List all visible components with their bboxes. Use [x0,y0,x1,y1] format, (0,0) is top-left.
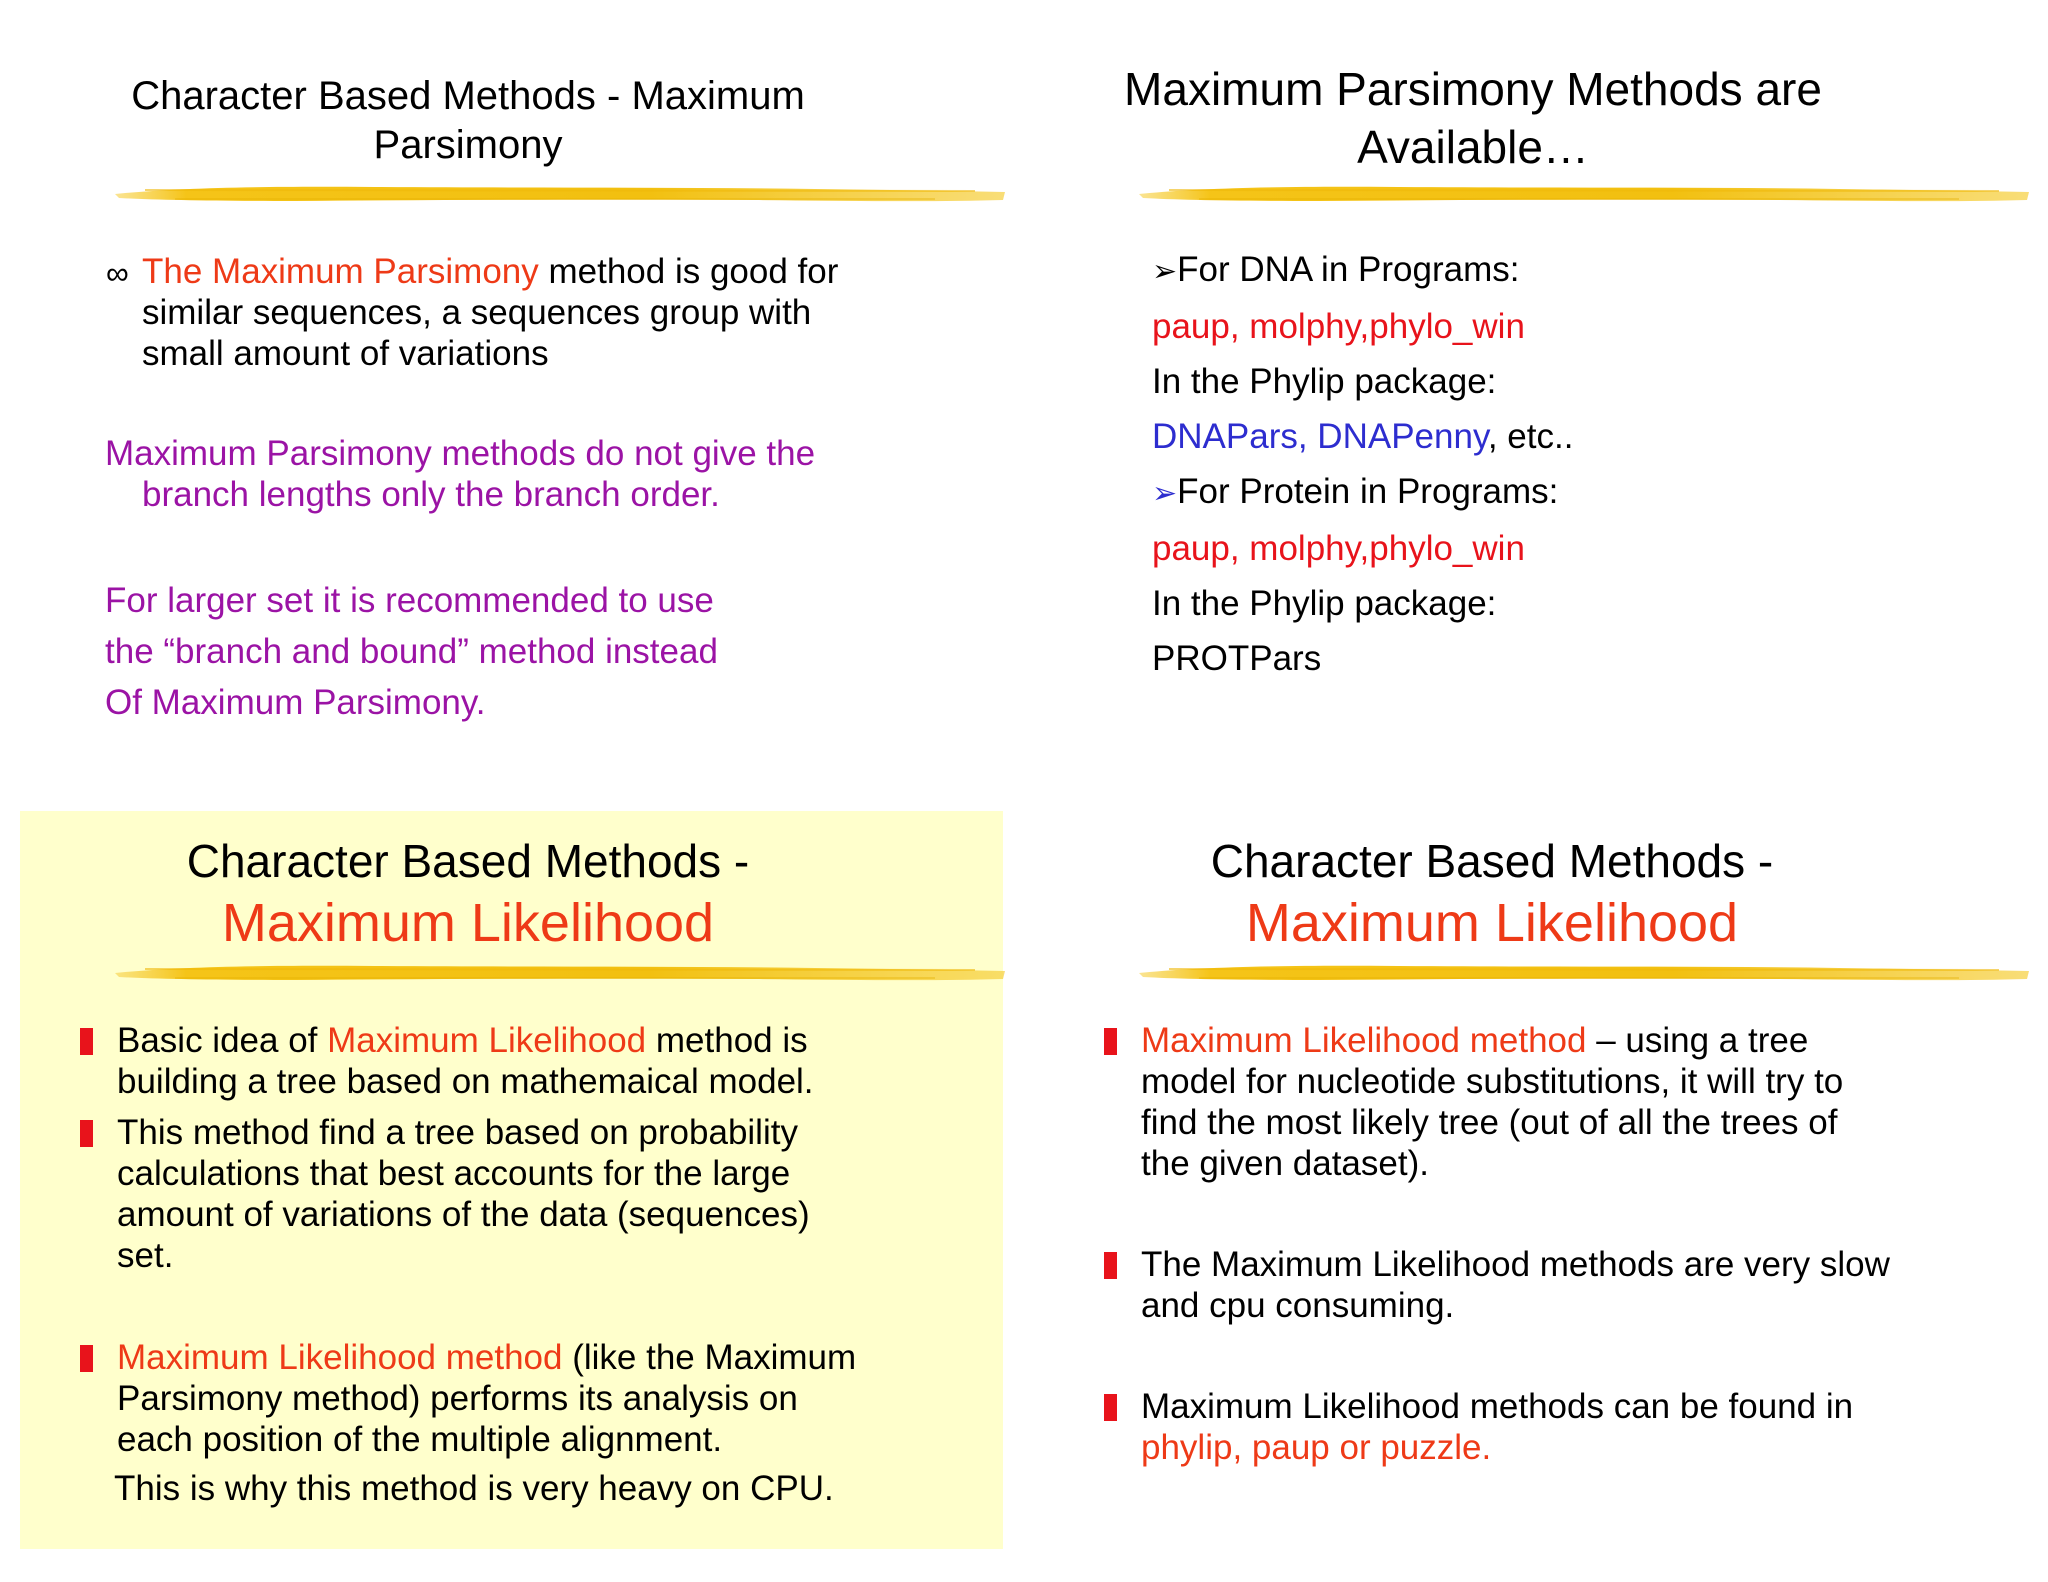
p1-line-1 [105,251,838,292]
bullet-probability [117,1112,810,1276]
paragraph-no-branch-lengths [105,433,815,515]
bullet-marker [80,1028,93,1055]
b2-line-1: This method find a tree based on probability [117,1113,798,1152]
paragraph-branch-and-bound [105,575,718,728]
b1-line-3: find the most likely tree (out of all the trees of [1141,1103,1838,1142]
bullet-marker [80,1120,93,1147]
title-line-2: Parsimony [373,122,563,167]
b3-line-2: Parsimony method) performs its analysis on [117,1379,798,1418]
title-line-1: Maximum Parsimony Methods are [1124,63,1822,115]
title-line-2: Available… [1357,121,1589,173]
b1-pre: Basic idea of [117,1021,328,1060]
slide-parsimony-programs [1024,0,2048,791]
programs-list [1152,242,1573,686]
b2-line-2: calculations that best accounts for the large [117,1154,791,1193]
dna-heading: For DNA in Programs: [1177,250,1520,289]
p1-text: method is good for [538,252,839,291]
title-line-1: Character Based Methods - Maximum [131,74,805,118]
title-line-2: Maximum Likelihood [1245,893,1739,953]
b2-line-1: The Maximum Likelihood methods are very slow [1141,1245,1890,1284]
p3-line-3: Of Maximum Parsimony. [105,683,486,722]
title-underline-brush [115,178,1005,208]
slide-title [1109,831,1875,955]
arrow-bullet-icon: ➢ [1152,255,1178,288]
bullet-marker [1104,1394,1117,1421]
arrow-bullet-icon: ➢ [1152,477,1178,510]
title-underline-brush [1139,957,2029,987]
b3-line-2: phylip, paup or puzzle. [1141,1428,1492,1467]
b2-line-3: amount of variations of the data (sequences) [117,1195,810,1234]
title-underline-brush [115,957,1005,987]
b3-line-4: This is why this method is very heavy on CPU. [114,1469,834,1508]
infinity-bullet: ∞ [106,255,129,291]
dna-phylip-etc: , etc.. [1487,417,1574,456]
title-line-2: Maximum Likelihood [221,893,715,953]
slide-maximum-likelihood-1 [0,791,1024,1582]
b2-line-2: and cpu consuming. [1141,1286,1455,1325]
p1-highlight: The Maximum Parsimony [142,252,539,291]
b3-post: (like the Maximum [562,1338,857,1377]
bullet-likelihood-method [1141,1020,1843,1184]
protein-heading: For Protein in Programs: [1177,472,1559,511]
bullet-found-in [1141,1386,1853,1468]
slide-title [1090,60,1856,176]
b1-highlight: Maximum Likelihood method [1141,1021,1587,1060]
p2-line-1: Maximum Parsimony methods do not give the [105,434,816,473]
bullet-marker [1104,1028,1117,1055]
b3-line-1 [117,1337,856,1378]
b1-line-1 [117,1020,814,1061]
b3-line-3: each position of the multiple alignment. [117,1420,723,1459]
b3-highlight: Maximum Likelihood method [117,1338,563,1377]
b1-highlight: Maximum Likelihood [327,1021,647,1060]
slide-title [85,72,851,170]
bullet-basic-idea [117,1020,814,1102]
b2-line-4: set. [117,1236,174,1275]
bullet-marker [80,1345,93,1372]
title-line-1: Character Based Methods - [186,835,750,887]
p3-line-1: For larger set it is recommended to use [105,581,714,620]
protein-phylip-label: In the Phylip package: [1152,584,1497,623]
bullet-slow-methods [1141,1244,1890,1326]
slide-maximum-parsimony [0,0,1024,791]
slide-title [85,831,851,955]
slide-maximum-likelihood-2 [1024,791,2048,1582]
b3-line-1: Maximum Likelihood methods can be found in [1141,1387,1854,1426]
bullet-marker [1104,1252,1117,1279]
b1-post: – using a tree [1586,1021,1809,1060]
paragraph-parsimony-good-for [105,251,838,374]
p2-line-2: branch lengths only the branch order. [142,475,720,514]
b1-line-1 [1141,1020,1843,1061]
p1-line-3: small amount of variations [142,334,549,373]
protein-heading-row [1152,464,1573,521]
b1-line-4: the given dataset). [1141,1144,1429,1183]
protein-programs: paup, molphy,phylo_win [1152,529,1525,568]
dna-programs: paup, molphy,phylo_win [1152,307,1525,346]
dna-heading-row [1152,242,1573,299]
dna-phylip-row [1152,409,1573,464]
bullet-analysis-position [114,1337,857,1509]
title-underline-brush [1139,178,2029,208]
b1-post: method is [646,1021,808,1060]
title-line-1: Character Based Methods - [1210,835,1774,887]
b1-line-2: model for nucleotide substitutions, it will try to [1141,1062,1844,1101]
b1-line-2: building a tree based on mathemaical model. [117,1062,814,1101]
dna-phylip-programs: DNAPars, DNAPenny [1152,417,1488,456]
dna-phylip-label: In the Phylip package: [1152,362,1497,401]
p3-line-2: the “branch and bound” method instead [105,632,718,671]
p1-line-2: similar sequences, a sequences group with [142,293,812,332]
protein-phylip-programs: PROTPars [1152,639,1322,678]
